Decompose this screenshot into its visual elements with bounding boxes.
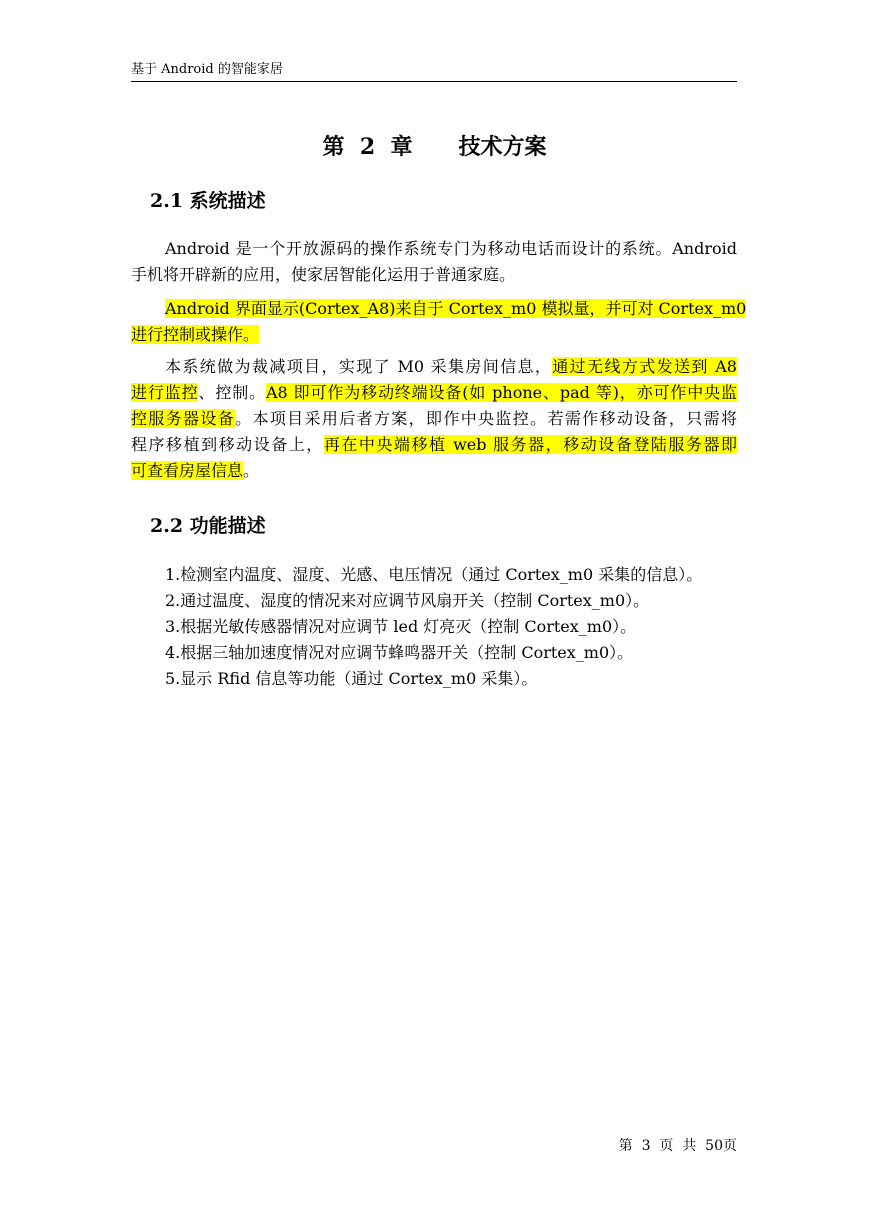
highlighted-text: 通过无线方式发送到 A8 — [552, 357, 737, 376]
paragraph-line — [131, 236, 737, 262]
body-text: 。本项目采用后者方案，即作中央监控。若需作移动设备，只需将 — [235, 409, 737, 428]
section-heading-system-description: 2.1 系统描述 — [150, 190, 266, 212]
body-text: 本系统做为裁减项目，实现了 M0 采集房间信息， — [165, 357, 553, 376]
function-list-item: 3.根据光敏传感器情况对应调节 led 灯亮灭（控制 Cortex_m0）。 — [165, 617, 637, 636]
page-header — [131, 60, 737, 82]
paragraph-line — [131, 406, 737, 432]
paragraph-android-intro — [131, 236, 737, 288]
highlighted-text: 再在中央端移植 web 服务器，移动设备登陆服务器即 — [323, 435, 737, 454]
body-text: 、控制。 — [198, 383, 266, 402]
section-heading-function-description: 2.2 功能描述 — [150, 515, 266, 537]
paragraph-system-scope — [131, 354, 737, 484]
paragraph-line — [131, 432, 737, 458]
paragraph-line — [131, 380, 737, 406]
body-text: 手机将开辟新的应用，使家居智能化运用于普通家庭。 — [131, 265, 516, 284]
chapter-title: 第 2 章 技术方案 — [322, 134, 547, 160]
function-list-item: 2.通过温度、湿度的情况来对应调节风扇开关（控制 Cortex_m0）。 — [165, 591, 650, 610]
function-list-item: 5.显示 Rfid 信息等功能（通过 Cortex_m0 采集）。 — [165, 669, 538, 688]
page-footer: 第 3 页 共 50页 — [618, 1138, 737, 1154]
highlighted-text: 进行控制或操作。 — [131, 325, 260, 344]
body-text: Android 是一个开放源码的操作系统专门为移动电话而设计的系统。Android — [165, 239, 737, 258]
function-list — [165, 562, 702, 692]
highlighted-text: 可查看房屋信息 — [131, 461, 244, 480]
body-text: 。 — [243, 461, 260, 480]
paragraph-line — [131, 354, 737, 380]
function-list-item: 1.检测室内温度、湿度、光感、电压情况（通过 Cortex_m0 采集的信息）。 — [165, 565, 703, 584]
highlighted-text: Android 界面显示(Cortex_A8)来自于 Cortex_m0 模拟量，并可对 Cortex_m0 — [165, 299, 747, 318]
paragraph-line — [131, 262, 737, 288]
header-title: 基于 Android 的智能家居 — [131, 62, 283, 77]
paragraph-line — [131, 296, 747, 322]
paragraph-line — [131, 322, 737, 348]
body-text: 程序移植到移动设备上， — [131, 435, 324, 454]
function-list-item: 4.根据三轴加速度情况对应调节蜂鸣器开关（控制 Cortex_m0）。 — [165, 643, 634, 662]
paragraph-interface-display — [131, 296, 747, 348]
highlighted-text: 进行监控 — [131, 383, 199, 402]
highlighted-text: A8 即可作为移动终端设备(如 phone、pad 等)，亦可作中央监 — [265, 383, 737, 402]
paragraph-line — [131, 458, 737, 484]
highlighted-text: 控服务器设备 — [131, 409, 236, 428]
